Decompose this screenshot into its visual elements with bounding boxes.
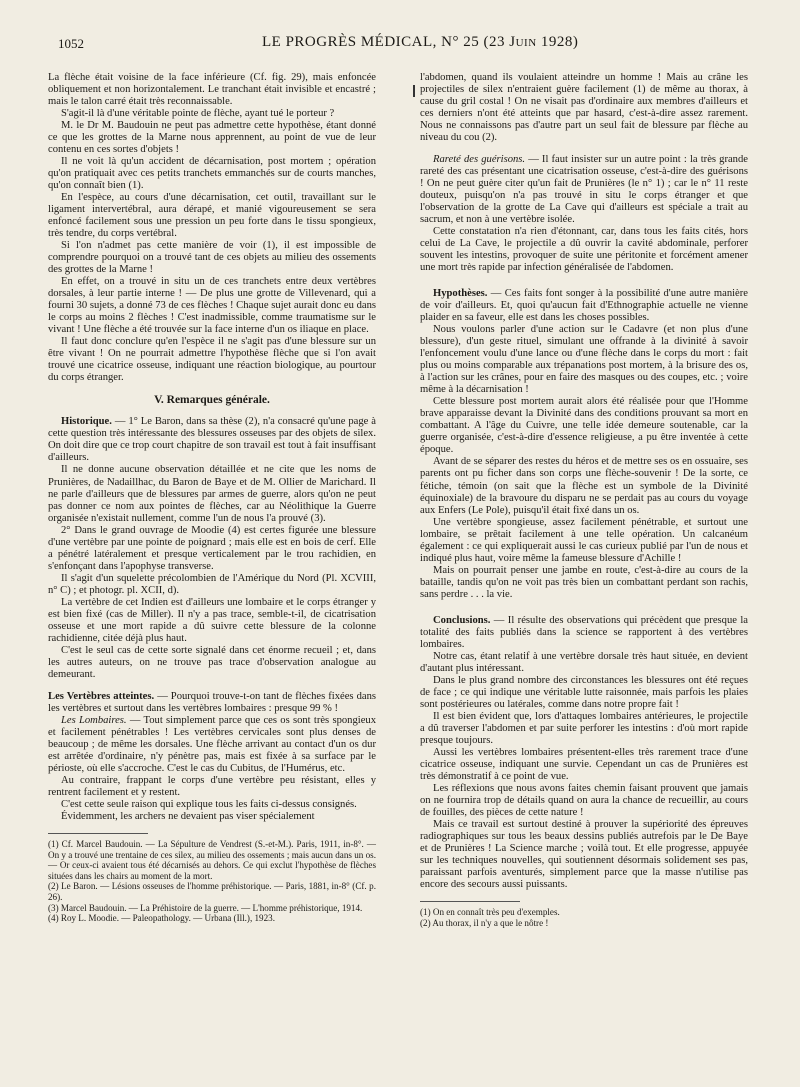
- paragraph: S'agit-il là d'une véritable pointe de flèche, ayant tué le porteur ?: [61, 108, 335, 120]
- paragraph-text: — 1° Le Baron, dans sa thèse (2), n'a consacré qu'une page à cette question très intéressante des blessures osseuses par des objets de silex. On doit dire que ce trop court chapitre de son travail est tout à fait insuffisant d'ailleurs.: [48, 416, 376, 464]
- paragraph: C'est cette seule raison qui explique tous les faits ci-dessus consignés.: [61, 798, 357, 810]
- paragraph: C'est le seul cas de cette sorte signalé dans cet énorme recueil ; et, dans les autres auteurs, on ne trouve pas trace d'observation analogue au demeurant.: [48, 644, 376, 680]
- paragraph: La flèche était voisine de la face inférieure (Cf. fig. 29), mais enfoncée obliquement et non horizontalement. Le tranchant était invisible et encastré ; mais le talon carré était très reconnaissable.: [48, 72, 376, 108]
- paragraph: Aussi les vertèbres lombaires présentent-elles très rarement trace d'une cicatrice osseuse, indiquant une survie. Cependant un cas de Prunières est très démonstratif à ce point de vue.: [420, 746, 748, 782]
- run-in-heading: Conclusions.: [433, 614, 491, 626]
- spacer: [420, 274, 748, 288]
- paragraph: l'abdomen, quand ils voulaient atteindre un homme ! Mais au crâne les projectiles de silex n'entraient guère facilement (1) de même au thorax, à cause du gril costal ! On ne visait pas d'ordinaire aux membres d'ailleurs et ces derniers n'ont été atteints que par hasard, c'est-à-dire assez rarement. Nous ne connaissons pas d'autre part un seul fait de blessure par flèche au niveau du cou (2).: [420, 72, 748, 144]
- paragraph: 2° Dans le grand ouvrage de Moodie (4) est certes figurée une blessure d'une vertèbre par une pointe de poignard ; mais elle est en bois de cerf. Elle a pénétré latéralement et presque verticalement par le trou rachidien, en s'enfonçant dans l'apophyse transverse.: [48, 524, 376, 572]
- paragraph: Il faut donc conclure qu'en l'espèce il ne s'agit pas d'une blessure sur un être vivant ! On ne pourrait admettre l'hypothèse flèche que si l'on avait trouvé une cicatrice osseuse, indiquant une réaction biologique, au pourtour du corps étranger.: [48, 336, 376, 384]
- paragraph: Dans le plus grand nombre des circonstances les blessures ont été reçues de face ; ce qui indique une véritable lutte raisonnée, mais parfois les plaies sont postérieures ou latérales, comme dans notre propre fait !: [420, 674, 748, 710]
- paragraph: Cette constatation n'a rien d'étonnant, car, dans tous les faits cités, hors celui de La Cave, le projectile a dû ouvrir la cavité abdominale, perforer souvent les intestins, provoquer de suite une péritonite et forcément amener une mort très rapide par infection généralisée de l'abdomen.: [420, 226, 748, 274]
- page-number: 1052: [58, 36, 84, 51]
- paragraph: Mais ce travail est surtout destiné à prouver la supériorité des épreuves radiographiques sur tous les beaux dessins publiés autrefois par le De Baye et de Prunières ! La Science marche ; voilà tout. Et elle progresse, appuyée sur les techniques nouvelles, qui soutiennent désormais solidement ses pas, paraissant parfois aventurés, simplement parce que la masse n'utilise pas encore des secours aussi puissants.: [420, 818, 748, 890]
- left-column: [48, 72, 376, 1057]
- footnote: (1) Cf. Marcel Baudouin. — La Sépulture de Vendrest (S.-et-M.). Paris, 1911, in-8°. — On y a trouvé une trentaine de ces silex, au milieu des ossements ; mais aucun dans un os. — Or ceux-ci avaient tous été décarnisés au dehors. Ce qui exclut l'hypothèse de flèches situées dans les chairs au moment de la mort.: [48, 838, 376, 881]
- paragraph: La vertèbre de cet Indien est d'ailleurs une lombaire et le corps étranger y est bien fixé (cas de Miller). Il n'y a pas trace, semble-t-il, de cicatrisation osseuse et une mort rapide a dû suivre cette blessure de la colonne rachidienne, citée déjà plus haut.: [48, 596, 376, 644]
- paragraph-text: — Pourquoi trouve-t-on tant de flèches fixées dans les vertèbres et surtout dans les vertèbres lombaires : presque 99 % !: [48, 690, 376, 714]
- paragraph: Il ne voit là qu'un accident de décarnisation, post mortem ; opération qu'on pratiquait avec ces petits tranchets emmanchés sur de courts manches, qu'on connaît bien (1).: [48, 156, 376, 192]
- spacer: [420, 601, 748, 615]
- footnotes: [420, 907, 748, 928]
- paragraph: Il s'agit d'un squelette précolombien de l'Amérique du Nord (Pl. XCVIII, n° C) ; et photogr. pl. XCII, d).: [48, 572, 376, 596]
- paragraph-historique: [48, 416, 376, 464]
- paragraph: Avant de se séparer des restes du héros et de mettre ses os en ossuaire, ses parents ont pu ficher dans son corps une flèche-souvenir ! De la sorte, ce fétiche, témoin (on sait que la flèche est un symbole de la Divinité équinoxiale) de la bravoure du disparu ne se perdait pas au cours du voyage aux Enfers (Le Pole), puisqu'il était fixé dans un os.: [420, 456, 748, 516]
- page-header: [0, 34, 800, 56]
- spacer: [48, 681, 376, 691]
- paragraph-text: — Il résulte des observations qui précèdent que presque la totalité des faits publiés dans la science se rapportent à des vertèbres lombaires.: [420, 614, 748, 650]
- footnote: (2) Au thorax, il n'y a que le nôtre !: [420, 917, 549, 928]
- paragraph: Une vertèbre spongieuse, assez facilement pénétrable, et surtout une lombaire, se prêtait facilement à une telle opération. Un calcanéum également : ce qui expliquerait aussi le cas curieux publié par l'un de nous et indiqué plus haut, voire même la fameuse blessure d'Achille !: [420, 516, 748, 564]
- paragraph: Nous voulons parler d'une action sur le Cadavre (et non plus d'une blessure), d'un geste rituel, simulant une offrande à la divinité à savoir l'enfoncement voulu d'une lance ou d'une flèche dans le corps du mort : fait plus ou moins comparable aux trépanations post mortem, à la brisure des os, à l'action sur les crânes, pour en faire des masques ou des coupes, etc. ; voire même à la décarnisation !: [420, 324, 748, 396]
- footnote: (4) Roy L. Moodie. — Paleopathology. — Urbana (Ill.), 1923.: [48, 913, 275, 924]
- paragraph: Au contraire, frappant le corps d'une vertèbre peu résistant, elles y rentrent facilement et y restent.: [48, 774, 376, 798]
- paragraph: Mais on pourrait penser une jambe en route, c'est-à-dire au cours de la bataille, tandis qu'on ne voit pas très bien un combattant perdant son rachis, sans perdre . . . la vie.: [420, 564, 748, 600]
- footnote: (1) On en connaît très peu d'exemples.: [420, 907, 560, 918]
- paragraph-text: — Il faut insister sur un autre point : la très grande rareté des cas présentant une cicatrisation osseuse, c'est-à-dire des guérisons ! On ne peut guère citer qu'un fait de Prunières (le n° 1) ; car le n° 11 reste douteux, puisqu'on n'a pas trouvé in situ le corps étranger et que l'observation de la grotte de La Cave qui d'ailleurs est spéciale a trait au sacrum, et non à une vertèbre isolée.: [420, 154, 748, 226]
- paragraph: Cette blessure post mortem aurait alors été réalisée pour que l'Homme brave apparaisse devant la Divinité dans des conditions prouvant sa mort en combattant. A l'âge du Cuivre, une telle idée demeure soutenable, car la guerre organisée, c'est-à-dire d'essence religieuse, a pu être inventée à cette époque.: [420, 396, 748, 456]
- paragraph: M. le Dr M. Baudouin ne peut pas admettre cette hypothèse, étant donné ce que les grottes de la Marne nous apprennent, au point de vue de leur contenu en ces sortes d'objets !: [48, 120, 376, 156]
- spacer: [420, 144, 748, 154]
- run-in-heading: Les Vertèbres atteintes.: [48, 690, 155, 702]
- paragraph: Si l'on n'admet pas cette manière de voir (1), il est impossible de comprendre pourquoi on a trouvé tant de ces objets au milieu des ossements des grottes de la Marne !: [48, 240, 376, 276]
- footnote: (2) Le Baron. — Lésions osseuses de l'homme préhistorique. — Paris, 1881, in-8° (Cf. p. 26).: [48, 881, 376, 902]
- run-in-heading: Hypothèses.: [433, 288, 488, 300]
- paragraph: Il est bien évident que, lors d'attaques lombaires antérieures, le projectile a dû traverser l'abdomen et par suite perforer les intestins : d'où mort rapide presque toujours.: [420, 710, 748, 746]
- section-heading: V. Remarques générale.: [154, 394, 270, 407]
- paragraph: En l'espèce, au cours d'une décarnisation, cet outil, travaillant sur le ligament intervertébral, aura dérapé, et manié vigoureusement se sera enfoncé facilement sous une pression un peu forte dans le tissu spongieux, très tendre, du corps vertébral.: [48, 192, 376, 240]
- paragraph-rarete: [420, 154, 748, 226]
- footnotes: [48, 839, 376, 924]
- footnote: (3) Marcel Baudouin. — La Préhistoire de la guerre. — L'homme préhistorique, 1914.: [48, 902, 363, 913]
- margin-marker: [413, 85, 415, 97]
- paragraph-text: — Tout simplement parce que ces os sont très spongieux et facilement pénétrables ! Les vertèbres cervicales sont plus denses de beaucoup ; de même les dorsales. Une flèche arrivant au contact d'un os dur est arrêtée d'ordinaire, n'y pénètre pas, mais est fixée à sa surface par le périoste, où elle s'accroche. C'est le cas du Cubitus, de l'Humérus, etc.: [48, 714, 376, 774]
- paragraph-hypotheses: [420, 288, 748, 324]
- paragraph-lombaires: [48, 715, 376, 775]
- journal-title: LE PROGRÈS MÉDICAL, N° 25 (23 Juin 1928): [262, 34, 579, 50]
- run-in-heading: Rareté des guérisons.: [433, 154, 526, 166]
- paragraph: Notre cas, étant relatif à une vertèbre dorsale très haut située, en devient d'autant plus intéressant.: [420, 650, 748, 674]
- paragraph: Il ne donne aucune observation détaillée et ne cite que les noms de Prunières, de Nadaillhac, du Baron de Baye et de M. Ollier de Marichard. Il ne parle d'ailleurs que de blessures par armes de guerre, alors qu'on ne peut pas donner ce nom aux pointes de flèches, car au Néolithique la Guerre organisée n'existait nullement, comme l'un de nous l'a prouvé (3).: [48, 464, 376, 524]
- paragraph: En effet, on a trouvé in situ un de ces tranchets entre deux vertèbres dorsales, à leur partie interne ! — De plus une grotte de Villevenard, qui a fourni 30 sujets, a donné 73 de ces flèches ! Chaque sujet aurait donc eu dans le corps au moins 2 flèches ! C'est inadmissible, comme traumatisme sur le vivant ! Une flèche a été trouvée sur la face interne d'un os iliaque en place.: [48, 276, 376, 336]
- paragraph-vertebres: [48, 691, 376, 715]
- paragraph-text: — Ces faits font songer à la possibilité d'une autre manière de voir d'ailleurs. Et, quoi qu'aucun fait d'Ethnographie actuelle ne vienne plaider en sa faveur, elle est dans les choses possibles.: [420, 288, 748, 324]
- run-in-heading: Les Lombaires.: [61, 714, 127, 726]
- paragraph-conclusions: [420, 615, 748, 651]
- right-column: [420, 72, 748, 1057]
- paragraph: Évidemment, les archers ne devaient pas viser spécialement: [61, 810, 315, 822]
- footnote-rule: [48, 833, 148, 834]
- run-in-heading: Historique.: [61, 416, 112, 428]
- footnote-rule: [420, 901, 520, 902]
- paragraph: Les réflexions que nous avons faites chemin faisant prouvent que jamais on ne fournira trop de détails quand on aura la chance de recueillir, au cours de fouilles, des pièces de cette nature !: [420, 782, 748, 818]
